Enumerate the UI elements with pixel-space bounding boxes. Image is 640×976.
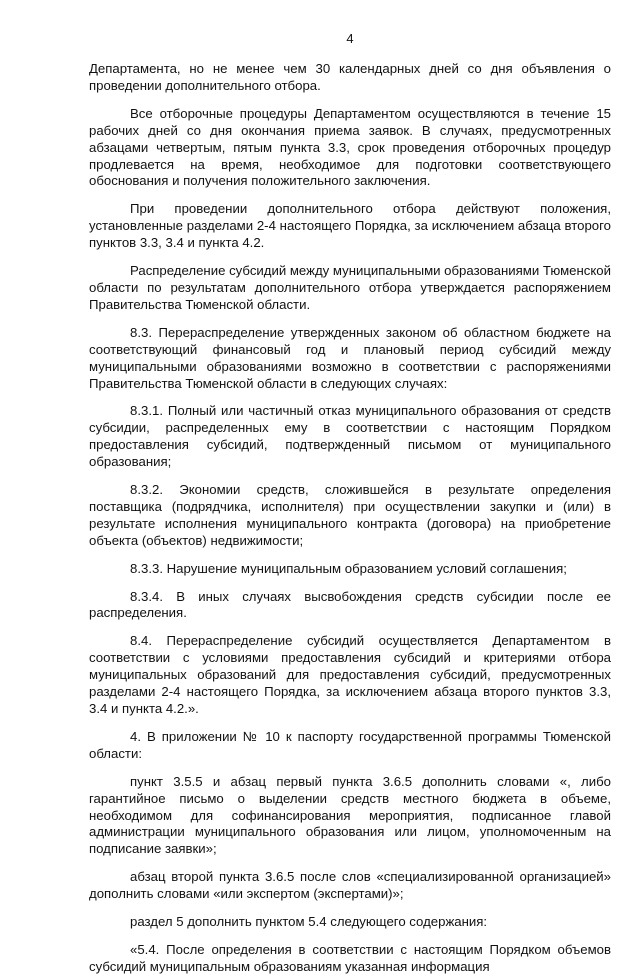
- paragraph: Распределение субсидий между муниципальными образованиями Тюменской области по результатам дополнительного отбора утверждается распоряжением Правительства Тюменской области.: [89, 263, 612, 312]
- document-body: [89, 61, 611, 976]
- paragraph: «5.4. После определения в соответствии с настоящим Порядком объемов субсидий муниципальным образованиям указанная информация: [89, 941, 611, 974]
- paragraph: 8.3.4. В иных случаях высвобождения средств субсидии после ее распределения.: [89, 588, 611, 621]
- paragraph: 8.4. Перераспределение субсидий осуществляется Департаментом в соответствии с условиями предоставления субсидий и критериями отбора муниципальных образований для предоставления субсидий, предусмотренных разделами 2-4 настоящего Порядка, за исключением абзаца второго пунктов 3.3, 3.4 и пункта 4.2.».: [89, 633, 611, 716]
- paragraph: При проведении дополнительного отбора действуют положения, установленные разделами 2-4 настоящего Порядка, за исключением абзаца второго пунктов 3.3, 3.4 и пункта 4.2.: [89, 201, 611, 251]
- paragraph: 8.3.3. Нарушение муниципальным образованием условий соглашения;: [130, 560, 567, 576]
- document-page: [89, 31, 611, 976]
- paragraph: пункт 3.5.5 и абзац первый пункта 3.6.5 дополнить словами «, либо гарантийное письмо о выделении средств местного бюджета в объеме, необходимом для софинансирования мероприятия, подписанное главой администрации муниципального образования или лицом, уполномоченным на подписание заявки»;: [89, 773, 611, 857]
- paragraph: абзац второй пункта 3.6.5 после слов «специализированной организацией» дополнить словами «или экспертом (экспертами)»;: [89, 869, 611, 902]
- paragraph: Все отборочные процедуры Департаментом осуществляются в течение 15 рабочих дней со дня окончания приема заявок. В случаях, предусмотренных абзацами четвертым, пятым пункта 3.3, срок проведения отборочных процедур продлевается на время, необходимое для подготовки соответствующего обоснования и получения положительного заключения.: [89, 105, 611, 189]
- page-number: 4: [346, 31, 354, 46]
- paragraph: Департамента, но не менее чем 30 календарных дней со дня объявления о проведении дополнительного отбора.: [89, 61, 611, 93]
- paragraph: 8.3.2. Экономии средств, сложившейся в результате определения поставщика (подрядчика, исполнителя) при осуществлении закупки и (или) в результате исполнения муниципального контракта (договора) на приобретение объекта (объектов) недвижимости;: [89, 482, 611, 548]
- paragraph: 8.3. Перераспределение утвержденных законом об областном бюджете на соответствующий финансовый год и плановый период субсидий между муниципальными образованиями возможно в соответствии с распоряжениями Правительства Тюменской области в следующих случаях:: [89, 324, 611, 391]
- paragraph: раздел 5 дополнить пунктом 5.4 следующего содержания:: [130, 914, 488, 930]
- paragraph: 4. В приложении № 10 к паспорту государственной программы Тюменской области:: [89, 728, 611, 761]
- paragraph: 8.3.1. Полный или частичный отказ муниципального образования от средств субсидии, распределенных ему в соответствии с настоящим Порядком предоставления субсидий, подтвержденный письмом от муниципального образования;: [89, 403, 611, 470]
